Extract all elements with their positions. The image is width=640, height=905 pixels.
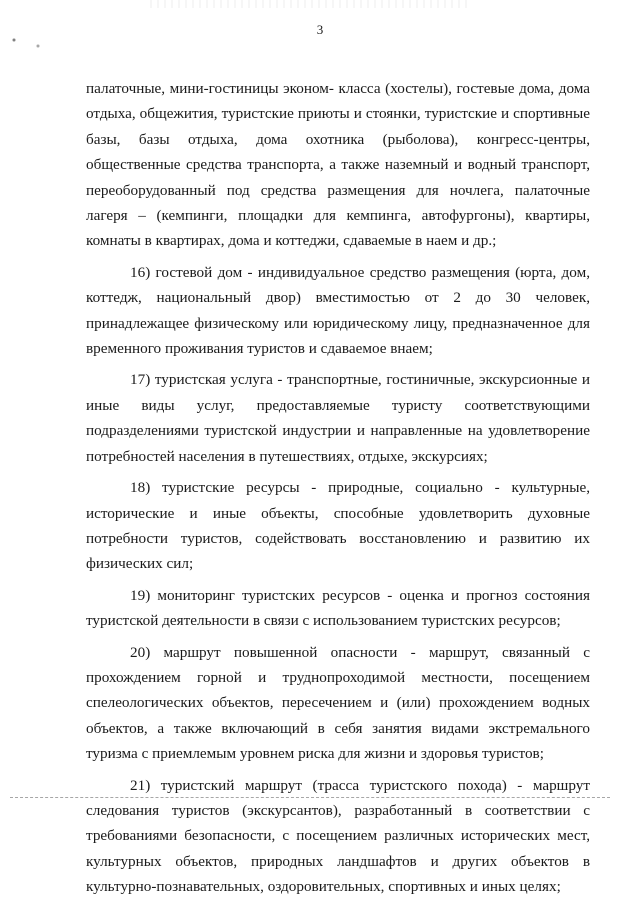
text-line: культурных объектов, природных ландшафтов и других объектов в [86,852,590,870]
text-line: коттедж, национальный двор) вместимостью от 2 до 30 человек, [86,289,590,307]
text-line: потребностей населения в путешествиях, отдыхе, экскурсиях; [86,447,488,465]
text-line: 19) мониторинг туристских ресурсов - оценка и прогноз состояния [130,586,590,604]
text-line: базы, базы отдыха, дома охотника (рыболова), конгресс-центры, [86,130,590,148]
paragraph-17 [86,367,590,469]
text-line: спелеологических объектов, пересечением и (или) прохождением водных [86,694,590,712]
page-number: 3 [316,22,324,37]
text-line: временного проживания туристов и сдаваемое внаем; [86,340,433,358]
scan-noise [150,0,470,8]
text-line: требованиями безопасности, с посещением различных исторических мест, [86,827,590,845]
text-line: туризма с приемлемым уровнем риска для жизни и здоровья туристов; [86,745,544,763]
text-line: отдыха, общежития, туристские приюты и стоянки, туристские и спортивные [86,105,590,123]
text-line: лагеря – (кемпинги, площадки для кемпинга, автофургоны), квартиры, [86,207,590,225]
text-line: туристской деятельности в связи с использованием туристских ресурсов; [86,612,561,630]
text-line: палаточные, мини-гостиницы эконом- класса (хостелы), гостевые дома, дома [86,80,590,97]
document-body [86,76,590,900]
text-line: 21) туристский маршрут (трасса туристского похода) - маршрут [130,776,590,794]
text-line: 17) туристская услуга - транспортные, гостиничные, экскурсионные и [130,371,590,389]
scan-marks [8,36,48,52]
paragraph-continuation [86,76,590,254]
text-line: общественные средства транспорта, а также наземный и водный транспорт, [86,156,590,174]
paragraph-21 [86,773,590,900]
text-line: 18) туристские ресурсы - природные, социально - культурные, [130,479,590,497]
text-line: иные виды услуг, предоставляемые туристу соответствующими [86,396,590,414]
paragraph-18 [86,475,590,577]
paragraph-16 [86,260,590,362]
text-line: объектов, а также включающий в себя занятия видами экстремального [86,719,590,737]
text-line: принадлежащее физическому или юридическому лицу, предназначенное для [86,314,590,332]
text-line: культурно-познавательных, оздоровительных, спортивных и иных целях; [86,878,561,896]
text-line: 20) маршрут повышенной опасности - маршрут, связанный с [130,643,590,661]
text-line: следования туристов (экскурсантов), разработанный в соответствии с [86,801,590,819]
text-line: физических сил; [86,555,194,573]
text-line: подразделениями туристской индустрии и направленные на удовлетворение [86,422,590,440]
text-line: прохождением горной и труднопроходимой местности, посещением [86,668,590,686]
text-line: исторические и иные объекты, способные удовлетворить духовные [86,504,590,522]
paragraph-19 [86,583,590,634]
text-line: переоборудованный под средства размещения для ночлега, палаточные [86,181,590,199]
paragraph-20 [86,640,590,767]
text-line: 16) гостевой дом - индивидуальное средство размещения (юрта, дом, [130,263,590,281]
text-line: комнаты в квартирах, дома и коттеджи, сдаваемые в наем и др.; [86,232,497,250]
text-line: потребности туристов, содействовать восстановлению и развитию их [86,529,590,547]
